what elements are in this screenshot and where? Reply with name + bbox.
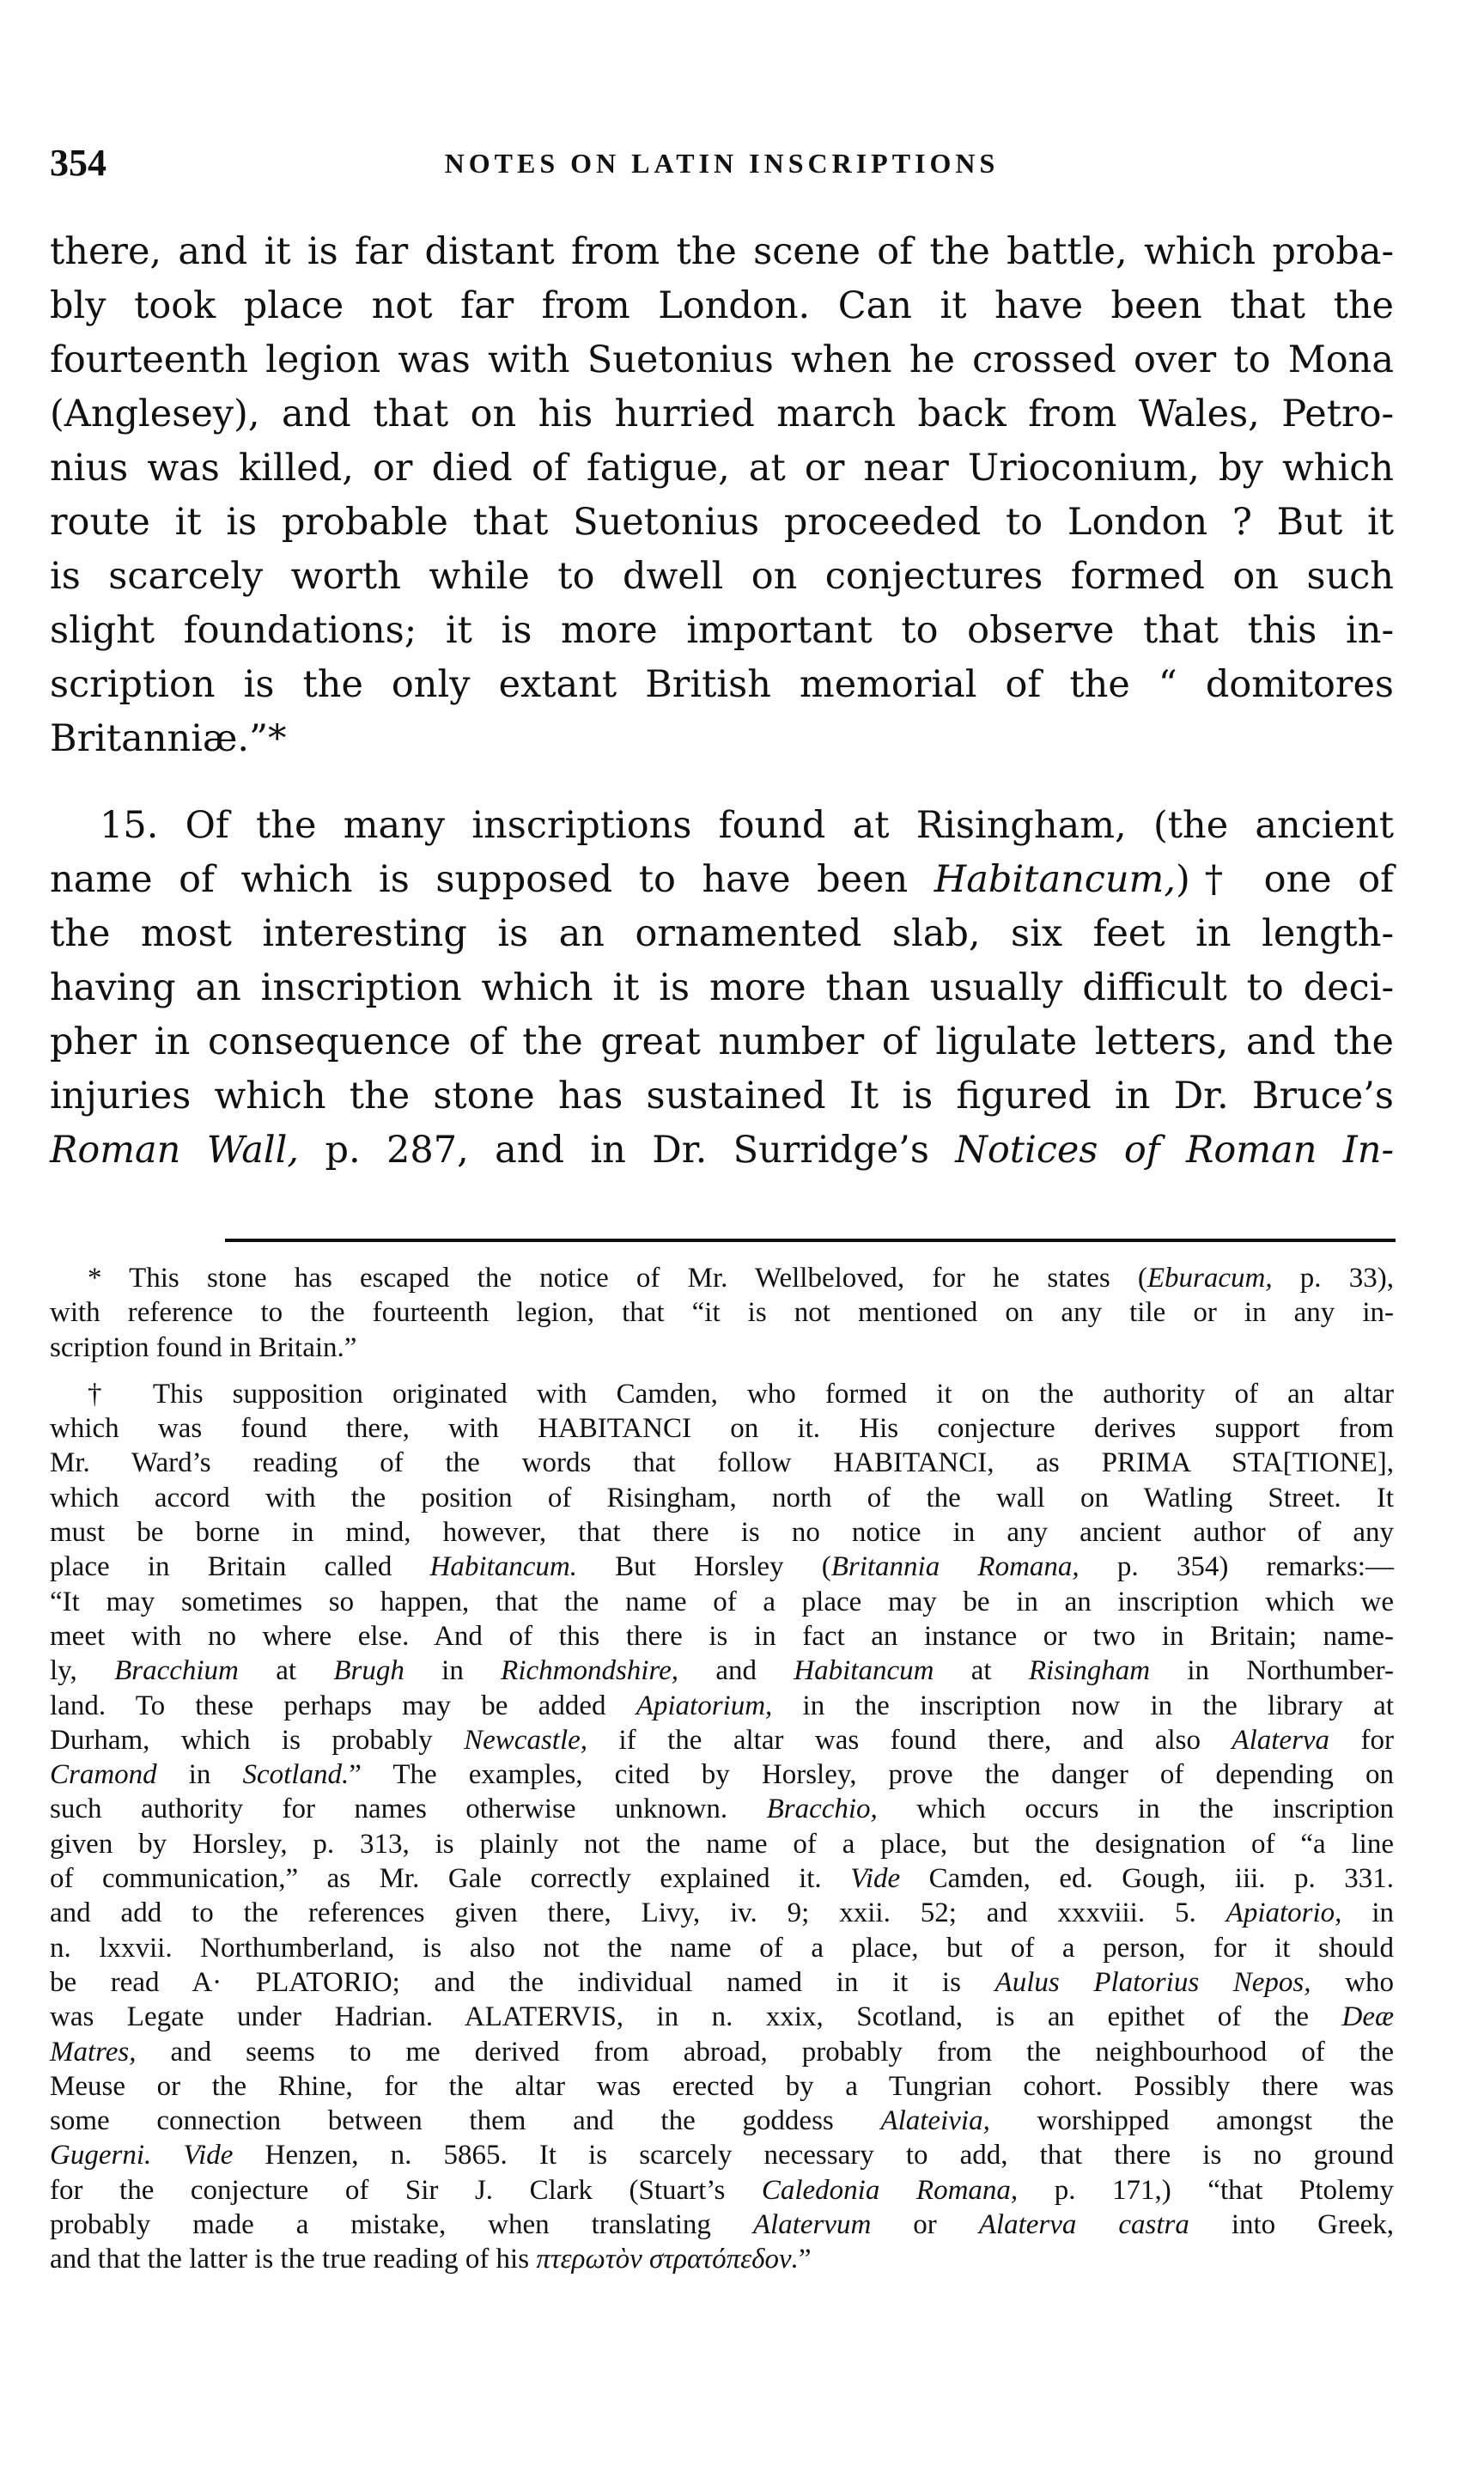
text-run: Durham, which is probably [50,1724,465,1756]
footnote-line [50,1585,1394,1619]
text-line [50,853,1394,907]
text-line [50,799,1394,853]
text-run: * This stone has escaped the notice of Mr. Wellbeloved, for he states ( [88,1263,1147,1294]
text-run: who [1311,1966,1394,1998]
italic-text: Alatervum [752,2209,872,2241]
text-run [151,2140,183,2171]
italic-text: Aulus Platorius Nepos, [994,1966,1311,1998]
text-line [50,1015,1394,1069]
text-run: worshipped amongst the [989,2105,1394,2137]
text-run: Camden, ed. Gough, iii. p. 331. [900,1863,1394,1895]
italic-text: Vide [183,2140,234,2171]
italic-text: Deæ [1341,2001,1394,2033]
italic-text: Risingham [1028,1655,1151,1687]
text-run: and add to the references given there, Livy, iv. 9; xxii. 52; and xxxviii. 5. [50,1897,1226,1929]
text-line: route it is probable that Suetonius proceeded to London ? But it [50,501,1394,544]
text-line: (Anglesey), and that on his hurried march back from Wales, Petro- [50,393,1394,435]
text-run: † This supposition originated with Camden, who formed it on the authority of an altar [88,1378,1394,1410]
text-line: fourteenth legion was with Suetonius when he crossed over to Mona [50,338,1394,381]
footnote-line [50,1446,1394,1480]
footnote-line [50,2173,1394,2208]
footnote-line [50,2035,1394,2069]
italic-text: Apiatorium, [636,1690,773,1721]
text-line [50,907,1394,961]
footnote-line [50,1411,1394,1446]
running-head: NOTES ON LATIN INSCRIPTIONS [444,148,1000,179]
footnote-line [50,2000,1394,2034]
text-run: and seems to me derived from abroad, probably from the neighbourhood of the [136,2036,1394,2068]
footnote-line [50,2208,1394,2242]
text-line: is scarcely worth while to dwell on conjectures formed on such [50,555,1394,598]
text-line [50,1124,1394,1178]
footnote-line [50,1295,1394,1330]
text-run: n. lxxvii. Northumberland, is also not the name of a place, but of a person, for it should [50,1932,1394,1964]
italic-text: Bracchium [114,1655,239,1687]
text-run: ly, [50,1655,115,1687]
italic-text: Alateivia, [880,2105,990,2137]
italic-text: Habitancum, [934,858,1176,901]
page-number: 354 [50,142,106,184]
italic-text: Matres, [50,2036,137,2068]
footnote-line [50,1377,1394,1411]
text-line: nius was killed, or died of fatigue, at or near Urioconium, by which [50,447,1394,490]
footnote-separator-rule [225,1239,1396,1242]
text-run: in [1341,1897,1395,1929]
text-run: at [934,1655,1029,1687]
text-run: for [1329,1724,1394,1756]
text-run: probably made a mistake, when translating [50,2209,753,2241]
text-run: “It may sometimes so happen, that the name of a place may be in an inscription which we [50,1586,1394,1617]
footnote-line [50,1331,1394,1365]
text-run: at [238,1655,334,1687]
text-run: in [156,1759,243,1791]
footnote-line [50,1619,1394,1654]
text-run: injuries which the stone has sustained It is figured in Dr. Bruce’s [50,1075,1394,1118]
footnote-line [50,1896,1394,1930]
footnote-line [50,1861,1394,1896]
text-run: be read A· PLATORIO; and the individual named in it is [50,1966,995,1998]
text-line [50,1069,1394,1124]
italic-text: Bracchio, [766,1794,878,1825]
italic-text: Habitancum [794,1655,934,1687]
footnote-line [50,2242,1394,2276]
text-run: But Horsley ( [576,1551,831,1583]
text-run: scription found in Britain.” [50,1331,357,1363]
footnote-line [50,2104,1394,2138]
italic-text: Alaterva [1232,1724,1330,1756]
text-run: place in Britain called [50,1551,430,1583]
text-run: Meuse or the Rhine, for the altar was erected by a Tungrian cohort. Possibly there was [50,2070,1394,2102]
footnote-asterisk [50,1261,1394,1365]
text-run: p. 33), [1272,1263,1394,1294]
italic-text: Apiatorio, [1226,1897,1342,1929]
italic-text: Britannia Romana, [830,1551,1080,1583]
text-run: p. 354) remarks:— [1079,1551,1394,1583]
footnote-dagger [50,1377,1394,2277]
text-run: ” [798,2244,812,2275]
footnote-line [50,1757,1394,1792]
text-run: for the conjecture of Sir J. Clark (Stuart’s [50,2174,762,2206]
italic-text: πτερωτὸν στρατόπεδον. [536,2244,799,2275]
italic-text: Habitancum. [429,1551,577,1583]
footnote-line [50,1792,1394,1826]
text-run: and that the latter is the true reading of his [50,2244,537,2275]
footnote-line [50,1723,1394,1757]
footnote-line [50,1481,1394,1515]
footnote-line [50,1689,1394,1723]
text-run: was Legate under Hadrian. ALATERVIS, in n. xxix, Scotland, is an epithet of the [50,2001,1342,2033]
text-run: such authority for names otherwise unknown. [50,1794,767,1825]
text-run: Mr. Ward’s reading of the words that follow HABITANCI, as PRIMA STA[TIONE], [50,1447,1394,1479]
text-run: 15. Of the many inscriptions found at Risingham, (the ancient [100,804,1394,847]
footnote-line [50,1654,1394,1688]
text-run: must be borne in mind, however, that there is no notice in any ancient author of any [50,1517,1394,1549]
text-run: meet with no where else. And of this there is in fact an instance or two in Britain; name- [50,1620,1394,1652]
footnotes [50,1261,1394,2289]
italic-text: Caledonia Romana, [761,2174,1019,2206]
text-run: into Greek, [1189,2209,1395,2241]
italic-text: Newcastle, [464,1724,588,1756]
text-run: which occurs in the inscription [877,1794,1394,1825]
text-run: ” The examples, cited by Horsley, prove the danger of depending on [349,1759,1394,1791]
italic-text: Richmondshire, [501,1655,678,1687]
text-run: name of which is supposed to have been [50,858,934,901]
footnote-line [50,1261,1394,1295]
italic-text: Scotland. [242,1759,350,1791]
footnote-line [50,2138,1394,2172]
italic-text: Roman Wall, [50,1129,300,1172]
footnote-line [50,1827,1394,1861]
text-run: having an inscription which it is more than usually difficult to deci- [50,966,1394,1009]
italic-text: Eburacum, [1146,1263,1273,1294]
text-run: p. 171,) “that Ptolemy [1018,2174,1394,2206]
text-run: Henzen, n. 5865. It is scarcely necessary to add, that there is no ground [233,2140,1395,2171]
italic-text: Gugerni. [50,2140,152,2171]
text-run: which accord with the position of Risingham, north of the wall on Watling Street. It [50,1482,1394,1513]
footnote-line [50,1965,1394,2000]
text-run: given by Horsley, p. 313, is plainly not the name of a place, but the designation of “a line [50,1828,1394,1860]
text-line: there, and it is far distant from the scene of the battle, which proba- [50,230,1394,273]
italic-text: Cramond [50,1759,157,1791]
italic-text: Notices of Roman In- [955,1129,1394,1172]
text-run: in Northumber- [1150,1655,1394,1687]
text-line [50,961,1394,1015]
italic-text: Vide [850,1863,901,1895]
text-run: of communication,” as Mr. Gale correctly explained it. [50,1863,851,1895]
text-line: Britanniæ.”* [50,717,287,760]
text-run: land. To these perhaps may be added [50,1690,636,1721]
footnote-line [50,1515,1394,1550]
text-run: and [678,1655,794,1687]
footnote-line [50,2069,1394,2104]
text-run: which was found there, with HABITANCI on it. His conjecture derives support from [50,1413,1394,1445]
text-line: scription is the only extant British memorial of the “ domitores [50,663,1394,706]
text-run: with reference to the fourteenth legion, that “it is not mentioned on any tile or in any in- [50,1297,1394,1329]
footnote-line [50,1550,1394,1584]
body-paragraph-2 [50,799,1394,1178]
text-run: in [404,1655,502,1687]
text-run: some connection between them and the goddess [50,2105,881,2137]
body-paragraph-1 [50,225,1394,766]
text-run: if the altar was found there, and also [587,1724,1232,1756]
text-run: p. 287, and in Dr. Surridge’s [299,1129,956,1172]
italic-text: Brugh [333,1655,404,1687]
text-run: in the inscription now in the library at [772,1690,1394,1721]
text-run: pher in consequence of the great number of ligulate letters, and the [50,1020,1394,1063]
page-header [50,137,1394,189]
text-run: the most interesting is an ornamented slab, six feet in length- [50,912,1394,955]
text-run: or [871,2209,979,2241]
text-run: )† one of [1176,858,1394,901]
footnote-line [50,1931,1394,1965]
italic-text: Alaterva castra [978,2209,1189,2241]
text-line: slight foundations; it is more important to observe that this in- [50,609,1394,652]
text-line: bly took place not far from London. Can it have been that the [50,284,1394,327]
